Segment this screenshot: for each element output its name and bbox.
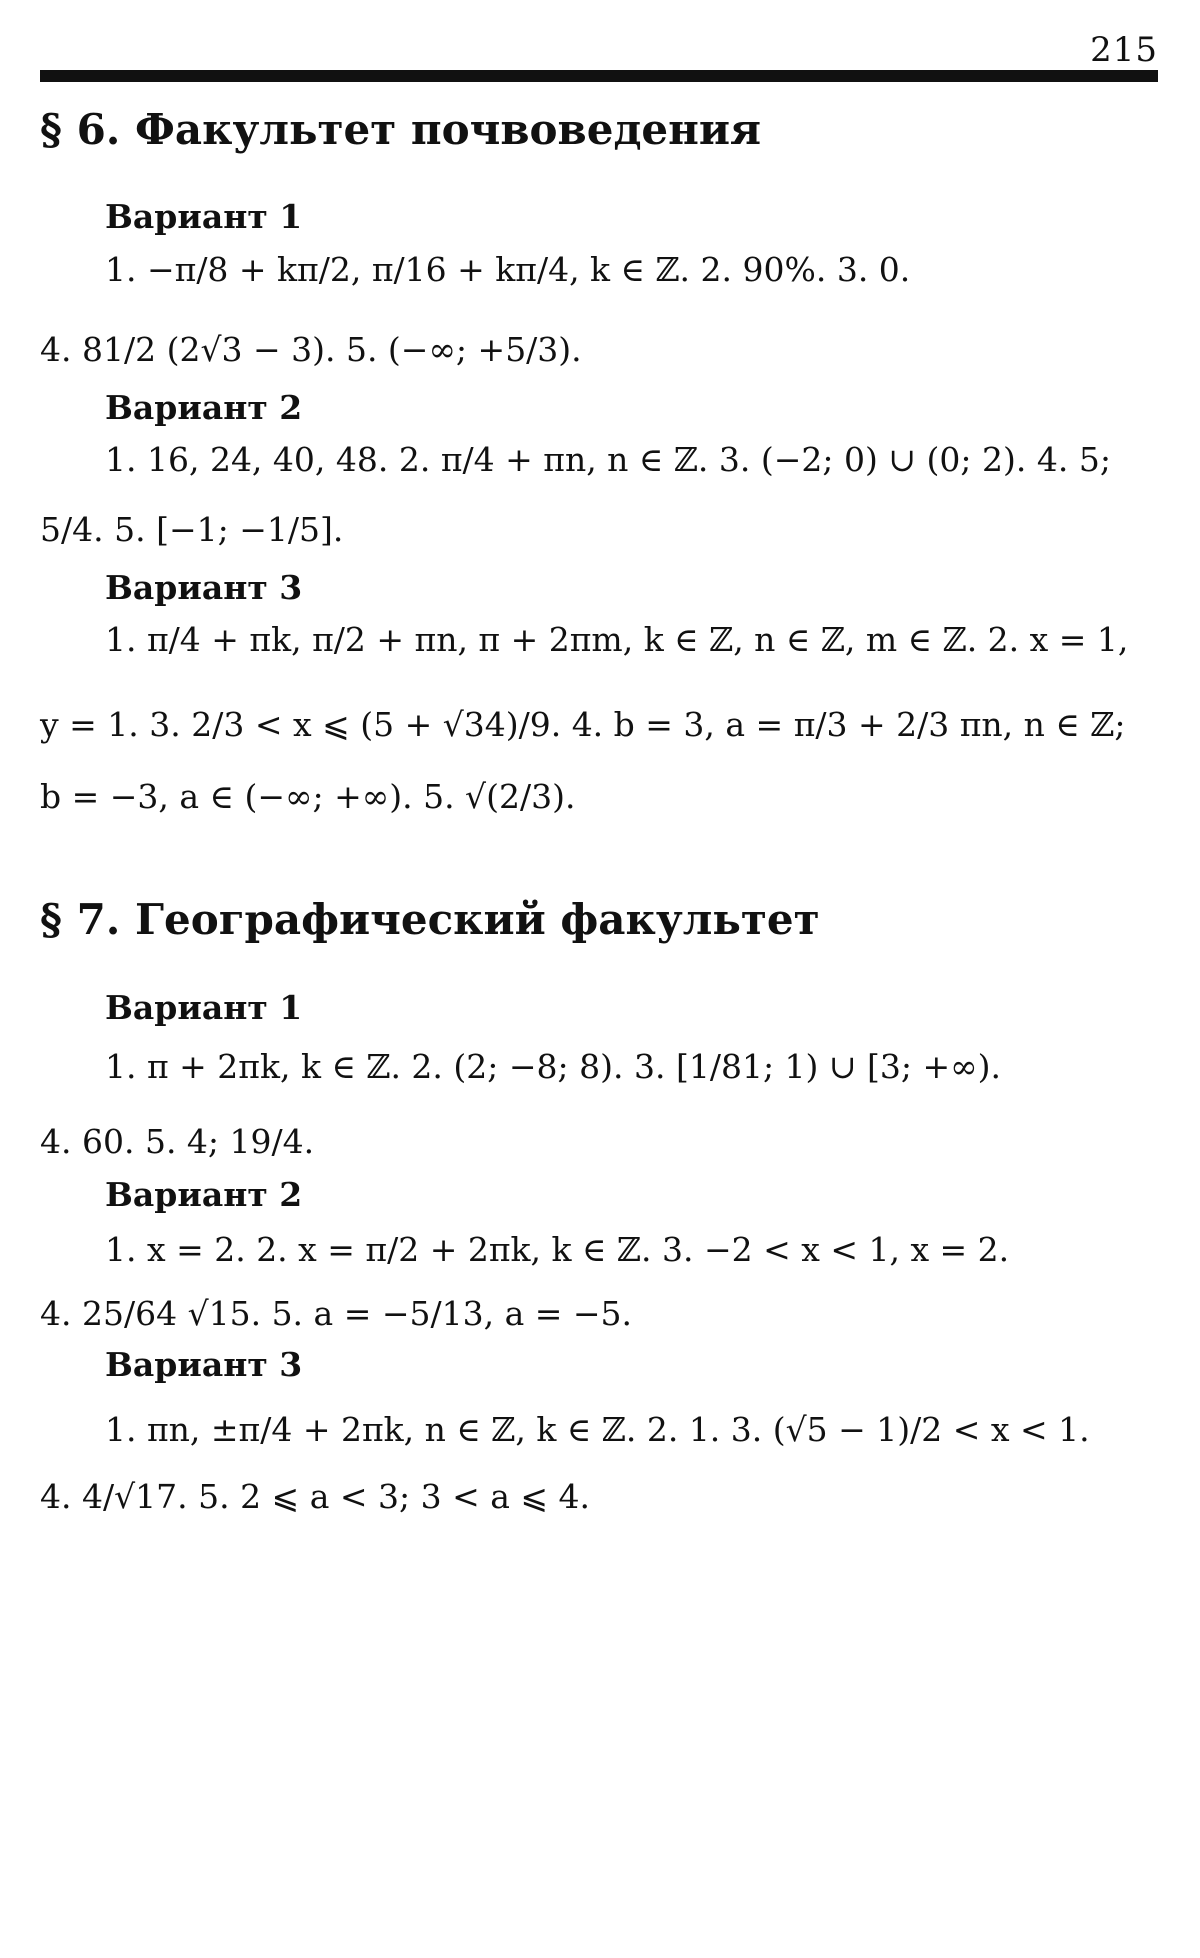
answer-line: 4. 4/√17. 5. 2 ⩽ a < 3; 3 < a ⩽ 4. [40,1477,591,1516]
answer-line: 1. π + 2πk, k ∈ ℤ. 2. (2; −8; 8). 3. [1/81; 1) ∪ [3; +∞). [105,1047,1002,1086]
answer-line: 4. 25/64 √15. 5. a = −5/13, a = −5. [40,1294,633,1333]
answer-line: 1. 16, 24, 40, 48. 2. π/4 + πn, n ∈ ℤ. 3. (−2; 0) ∪ (0; 2). 4. 5; [105,440,1111,479]
variant-label: Вариант 2 [105,388,303,427]
page-number: 215 [1090,30,1158,70]
answer-line: 4. 60. 5. 4; 19/4. [40,1122,315,1161]
section-title-7: § 7. Географический факультет [40,895,820,944]
answer-line: 1. π/4 + πk, π/2 + πn, π + 2πm, k ∈ ℤ, n ∈ ℤ, m ∈ ℤ. 2. x = 1, [105,620,1129,659]
variant-label: Вариант 1 [105,988,303,1027]
answer-line: b = −3, a ∈ (−∞; +∞). 5. √(2/3). [40,777,576,816]
variant-label: Вариант 2 [105,1175,303,1214]
answer-line: 1. −π/8 + kπ/2, π/16 + kπ/4, k ∈ ℤ. 2. 90%. 3. 0. [105,250,911,289]
answer-line: 1. πn, ±π/4 + 2πk, n ∈ ℤ, k ∈ ℤ. 2. 1. 3. (√5 − 1)/2 < x < 1. [105,1410,1090,1449]
variant-label: Вариант 1 [105,197,303,236]
variant-label: Вариант 3 [105,1345,303,1384]
variant-label: Вариант 3 [105,568,303,607]
section-title-6: § 6. Факультет почвоведения [40,105,762,154]
header-rule [40,70,1158,82]
answer-line: y = 1. 3. 2/3 < x ⩽ (5 + √34)/9. 4. b = 3, a = π/3 + 2/3 πn, n ∈ ℤ; [40,705,1126,744]
answer-line: 1. x = 2. 2. x = π/2 + 2πk, k ∈ ℤ. 3. −2 < x < 1, x = 2. [105,1230,1010,1269]
answer-line: 5/4. 5. [−1; −1/5]. [40,510,344,549]
answer-line: 4. 81/2 (2√3 − 3). 5. (−∞; +5/3). [40,330,582,369]
